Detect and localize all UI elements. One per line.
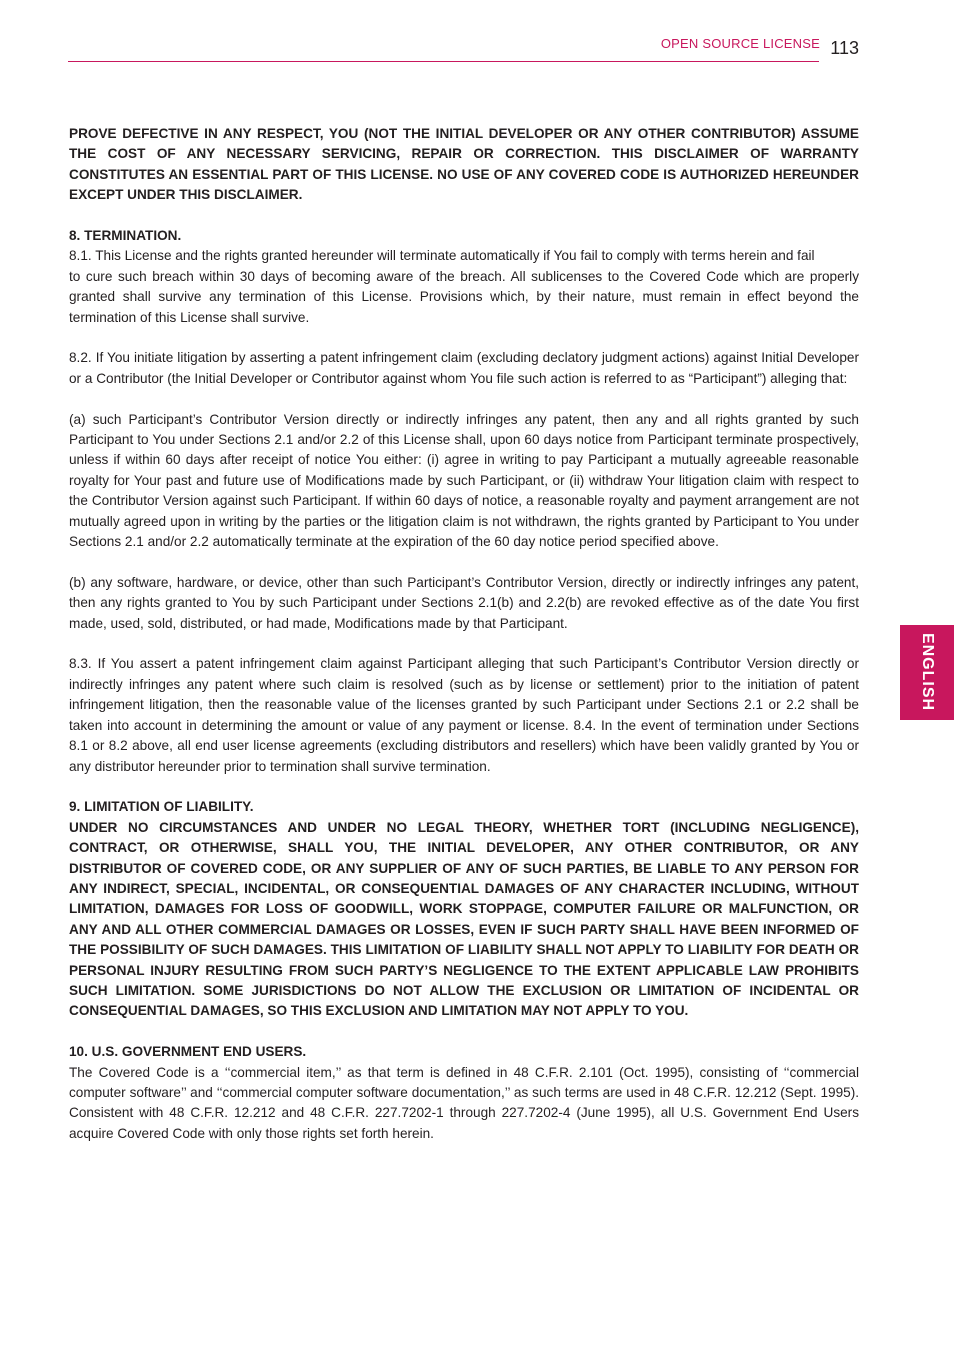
paragraph-8-1b: to cure such breach within 30 days of becoming aware of the breach. All sublicenses to the Covered Code which are properly granted shall survive any termination of this License. Provisions which, by their nature, must remain in effect beyond the termination of this License shall survive. <box>69 268 859 325</box>
spacer <box>69 206 859 226</box>
paragraph-8-3: 8.3. If You assert a patent infringement claim against Participant alleging that such Participant’s Contributor Version directly or indirectly infringes any patent where such claim is resolved (such as by license or settlement) prior to the initiation of patent infringement litigation, then the reasonable value of the licenses granted by such Participant under Sections 2.1 or 2.2 shall be taken into account in determining the amount or value of any payment or license. 8.4. In the event of termination under Sections 8.1 or 8.2 above, all end user license agreements (excluding distributors and resellers) which have been validly granted by You or any distributor hereunder prior to termination shall survive termination. <box>69 656 859 774</box>
spacer <box>69 552 859 572</box>
page-number: 113 <box>830 38 859 58</box>
paragraph-8-1a: 8.1. This License and the rights granted hereunder will terminate automatically if You fail to comply with terms herein and fail <box>69 248 815 264</box>
spacer <box>69 1022 859 1042</box>
paragraph-8-2: 8.2. If You initiate litigation by asserting a patent infringement claim (excluding declatory judgment actions) against Initial Developer or a Contributor (the Initial Developer or Contributor against whom You file such action is referred to as “Participant”) alleging that: <box>69 350 859 386</box>
language-tab <box>900 625 954 720</box>
spacer <box>69 389 859 409</box>
disclaimer-paragraph: PROVE DEFECTIVE IN ANY RESPECT, YOU (NOT THE INITIAL DEVELOPER OR ANY OTHER CONTRIBUTOR) ASSUME THE COST OF ANY NECESSARY SERVICING, REPAIR OR CORRECTION. THIS DISCLAIMER OF WARRANTY CONSTITUTES AN ESSENTIAL PART OF THIS LICENSE. NO USE OF ANY COVERED CODE IS AUTHORIZED HEREUNDER EXCEPT UNDER THIS DISCLAIMER. <box>69 126 859 203</box>
section-heading-liability: 9. LIMITATION OF LIABILITY. <box>69 799 254 815</box>
section-title: OPEN SOURCE LICENSE <box>660 36 820 51</box>
spacer <box>69 634 859 654</box>
language-tab-label: ENGLISH <box>919 632 936 712</box>
paragraph-8-2-b: (b) any software, hardware, or device, other than such Participant’s Contributor Version, directly or indirectly infringes any patent, then any rights granted to You by such Participant under Sections 2.1(b) and 2.2(b) are revoked effective as of the date You first made, used, sold, distributed, or had made, Modifications made by that Participant. <box>69 574 859 631</box>
header-divider <box>68 61 819 62</box>
section-heading-termination: 8. TERMINATION. <box>69 228 182 244</box>
section-heading-government: 10. U.S. GOVERNMENT END USERS. <box>69 1044 307 1060</box>
paragraph-10: The Covered Code is a ‘‘commercial item,’’ as that term is defined in 48 C.F.R. 2.101 (Oct. 1995), consisting of ‘‘commercial computer software’’ and ‘‘commercial computer software documentation,’’ as such terms are used in 48 C.F.R. 12.212 (Sept. 1995). Consistent with 48 C.F.R. 12.212 and 48 C.F.R. 227.7202-1 through 227.7202-4 (June 1995), all U.S. Government End Users acquire Covered Code with only those rights set forth herein. <box>69 1064 859 1141</box>
paragraph-8-2-a: (a) such Participant’s Contributor Version directly or indirectly infringes any patent, then any and all rights granted by such Participant to You under Sections 2.1 and/or 2.2 of this License shall, upon 60 days notice from Participant terminate prospectively, unless if within 60 days after receipt of notice You either: (i) agree in writing to pay Participant a mutually agreeable reasonable royalty for Your past and future use of Modifications made by such Participant, or (ii) withdraw Your litigation claim with respect to the Contributor Version against such Participant. If within 60 days of notice, a reasonable royalty and payment arrangement are not mutually agreed upon in writing by the parties or the litigation claim is not withdrawn, the rights granted by Participant to You under Sections 2.1 and/or 2.2 automatically terminate at the expiration of the 60 day notice period specified above. <box>69 411 859 550</box>
spacer <box>69 777 859 797</box>
paragraph-9: UNDER NO CIRCUMSTANCES AND UNDER NO LEGAL THEORY, WHETHER TORT (INCLUDING NEGLIGENCE), CONTRACT, OR OTHERWISE, SHALL YOU, THE INITIAL DEVELOPER, ANY OTHER CONTRIBUTOR, OR ANY DISTRIBUTOR OF COVERED CODE, OR ANY SUPPLIER OF ANY OF SUCH PARTIES, BE LIABLE TO ANY PERSON FOR ANY INDIRECT, SPECIAL, INCIDENTAL, OR CONSEQUENTIAL DAMAGES OF ANY CHARACTER INCLUDING, WITHOUT LIMITATION, DAMAGES FOR LOSS OF GOODWILL, WORK STOPPAGE, COMPUTER FAILURE OR MALFUNCTION, OR ANY AND ALL OTHER COMMERCIAL DAMAGES OR LOSSES, EVEN IF SUCH PARTY SHALL HAVE BEEN INFORMED OF THE POSSIBILITY OF SUCH DAMAGES. THIS LIMITATION OF LIABILITY SHALL NOT APPLY TO LIABILITY FOR DEATH OR PERSONAL INJURY RESULTING FROM SUCH PARTY’S NEGLIGENCE TO THE EXTENT APPLICABLE LAW PROHIBITS SUCH LIMITATION. SOME JURISDICTIONS DO NOT ALLOW THE EXCLUSION OR LIMITATION OF INCIDENTAL OR CONSEQUENTIAL DAMAGES, SO THIS EXCLUSION AND LIMITATION MAY NOT APPLY TO YOU. <box>69 819 859 1019</box>
license-text <box>69 124 859 1144</box>
spacer <box>69 328 859 348</box>
